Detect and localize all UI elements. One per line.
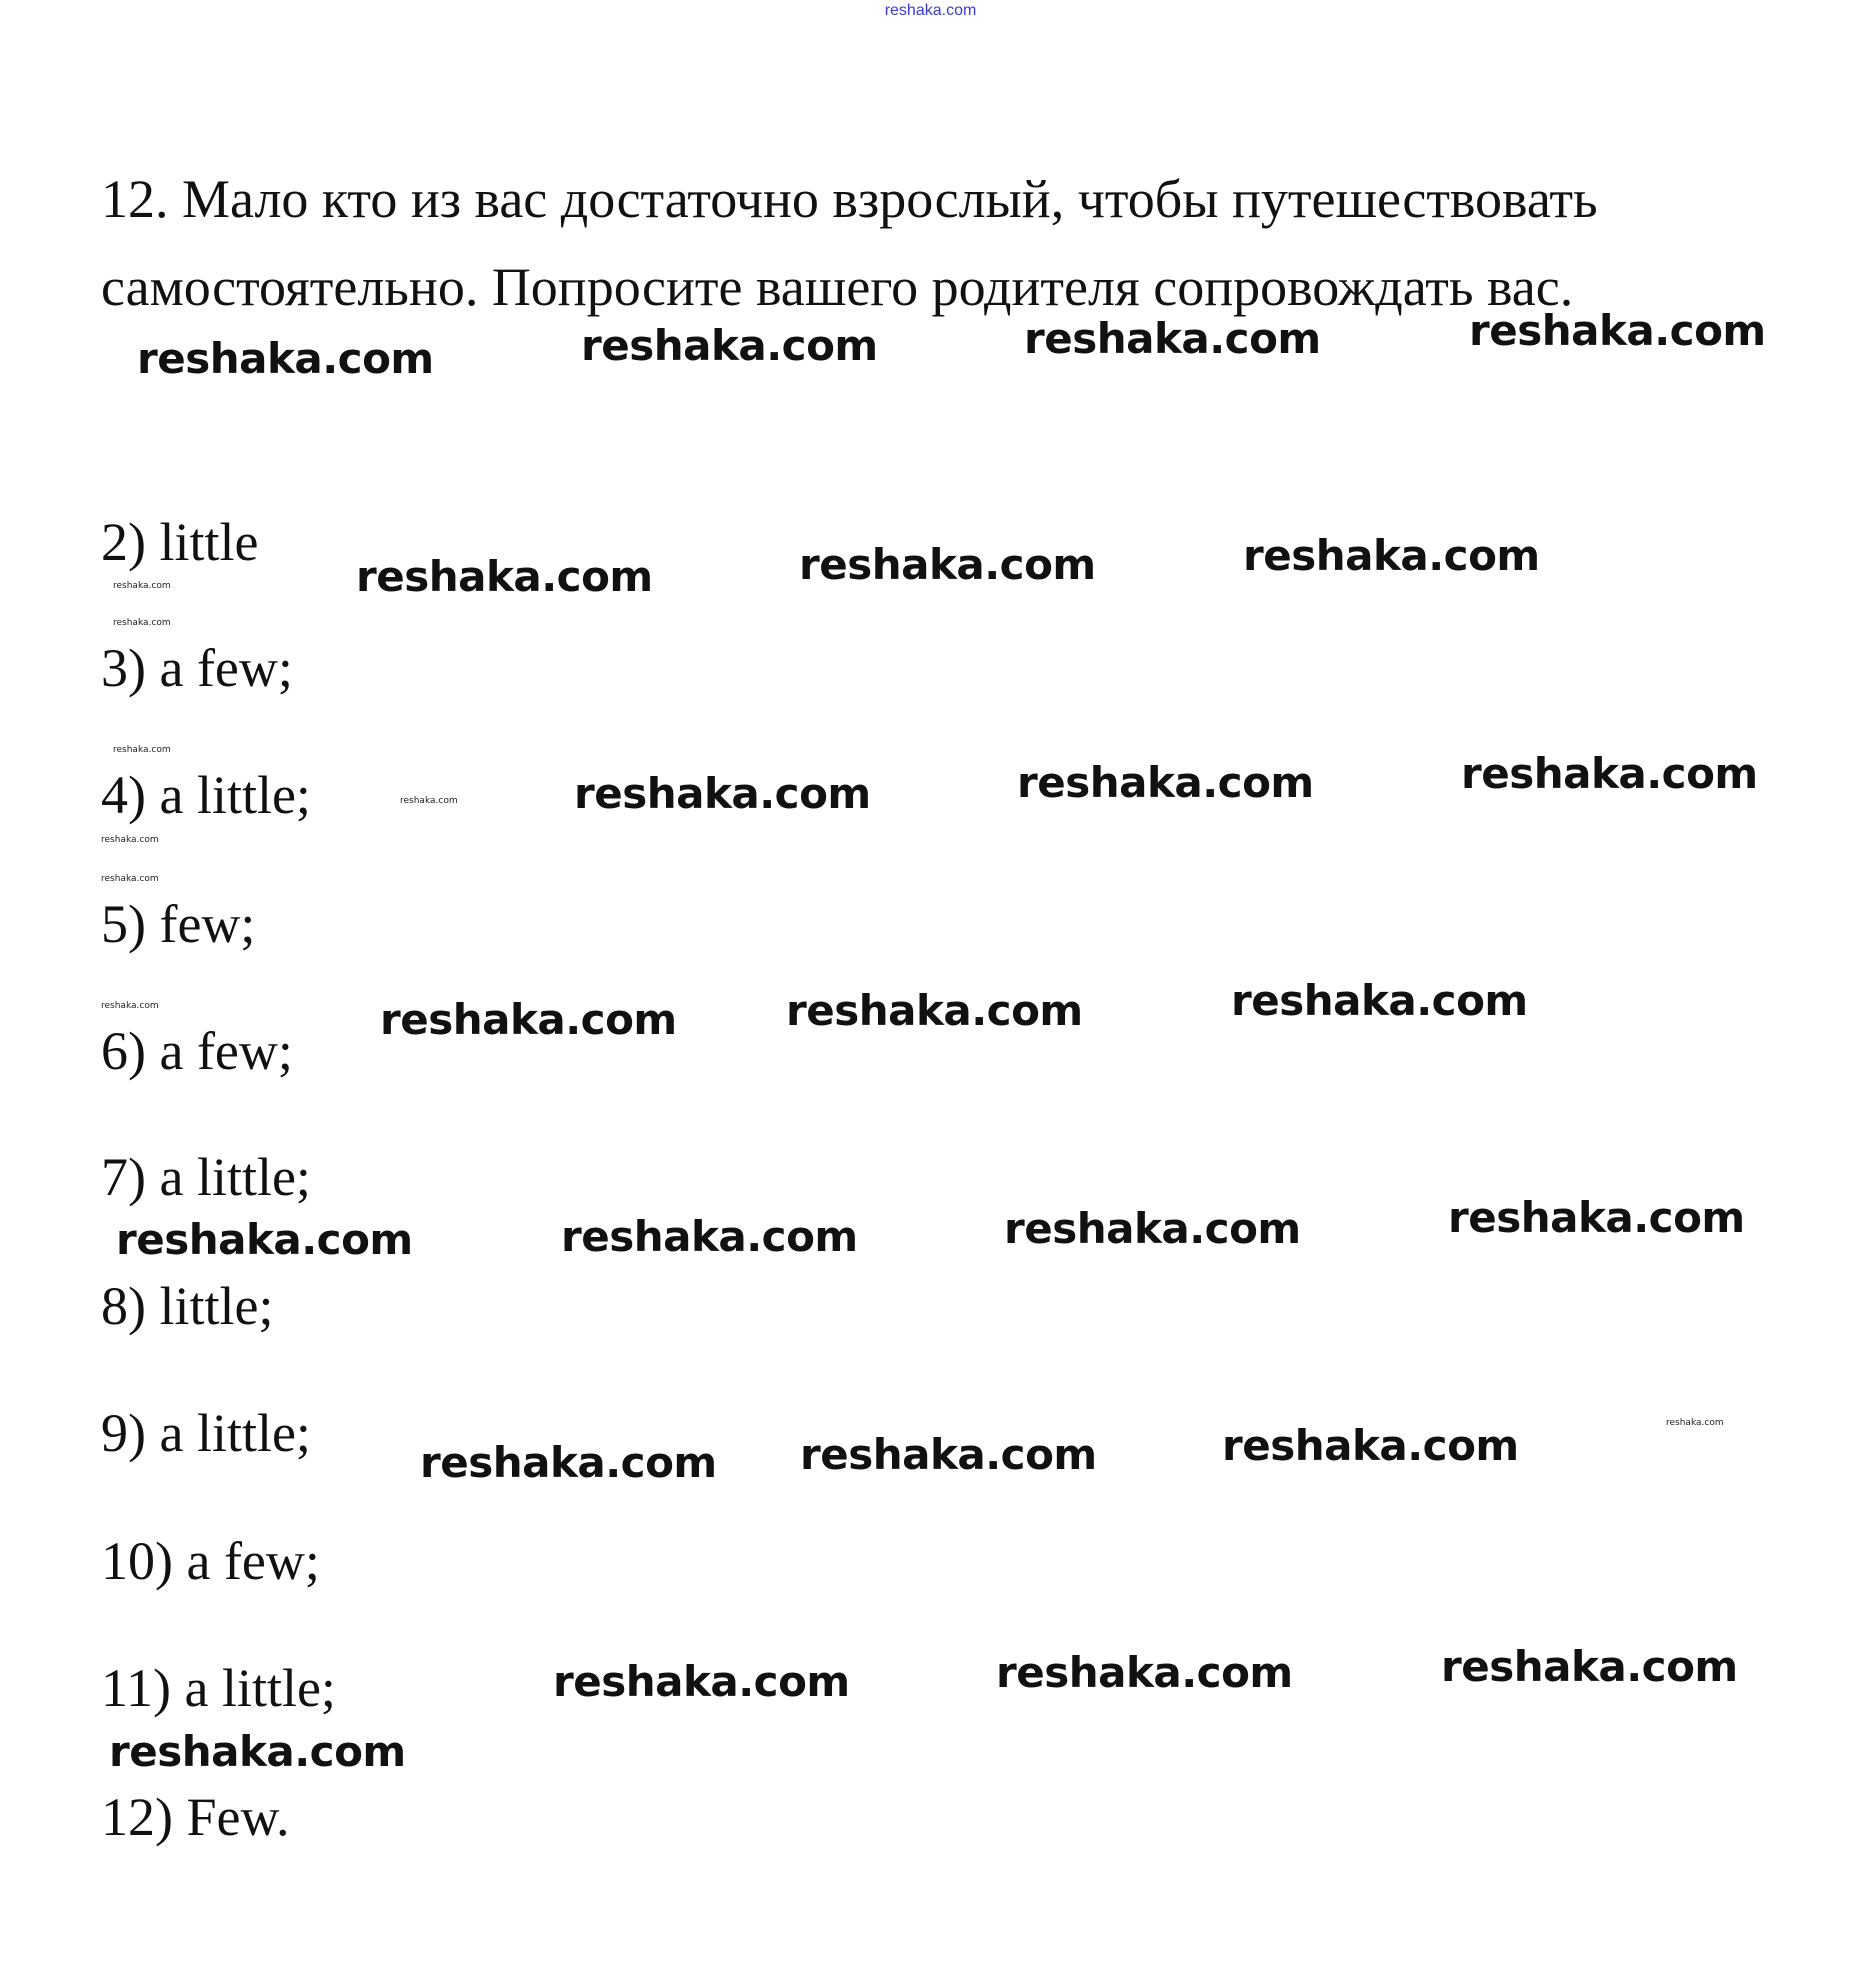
watermark: reshaka.com	[109, 1727, 406, 1776]
answer-5: 5) few;	[101, 894, 256, 954]
watermark: reshaka.com	[799, 540, 1096, 589]
watermark-small: reshaka.com	[400, 796, 458, 806]
watermark: reshaka.com	[356, 552, 653, 601]
watermark-small: reshaka.com	[101, 1001, 159, 1011]
watermark-small: reshaka.com	[101, 874, 159, 884]
task-text-line-1: 12. Мало кто из вас достаточно взрослый, чтобы путешествовать	[101, 169, 1598, 229]
watermark: reshaka.com	[1222, 1421, 1519, 1470]
watermark: reshaka.com	[1243, 531, 1540, 580]
watermark-small: reshaka.com	[101, 835, 159, 845]
answer-2: 2) little	[101, 512, 259, 572]
watermark: reshaka.com	[800, 1430, 1097, 1479]
watermark-small: reshaka.com	[1666, 1418, 1724, 1428]
watermark: reshaka.com	[1461, 749, 1758, 798]
watermark: reshaka.com	[561, 1212, 858, 1261]
watermark-small: reshaka.com	[113, 581, 171, 591]
answer-3: 3) a few;	[101, 638, 293, 698]
watermark: reshaka.com	[581, 321, 878, 370]
answer-8: 8) little;	[101, 1276, 274, 1336]
watermark: reshaka.com	[1448, 1193, 1745, 1242]
header-watermark[interactable]: reshaka.com	[884, 2, 977, 19]
answer-11: 11) a little;	[101, 1658, 336, 1718]
answer-6: 6) a few;	[101, 1021, 293, 1081]
watermark: reshaka.com	[1017, 758, 1314, 807]
answer-9: 9) a little;	[101, 1403, 311, 1463]
answer-7: 7) a little;	[101, 1147, 311, 1207]
watermark: reshaka.com	[553, 1657, 850, 1706]
answer-4: 4) a little;	[101, 765, 311, 825]
watermark-small: reshaka.com	[113, 618, 171, 628]
watermark: reshaka.com	[1024, 314, 1321, 363]
watermark-small: reshaka.com	[113, 745, 171, 755]
watermark: reshaka.com	[137, 334, 434, 383]
watermark: reshaka.com	[420, 1438, 717, 1487]
watermark: reshaka.com	[1441, 1642, 1738, 1691]
watermark: reshaka.com	[1469, 306, 1766, 355]
watermark: reshaka.com	[380, 995, 677, 1044]
watermark: reshaka.com	[996, 1648, 1293, 1697]
watermark: reshaka.com	[1004, 1204, 1301, 1253]
watermark: reshaka.com	[786, 986, 1083, 1035]
watermark: reshaka.com	[574, 769, 871, 818]
answer-10: 10) a few;	[101, 1531, 320, 1591]
task-text-line-2: самостоятельно. Попросите вашего родителя сопровождать вас.	[101, 257, 1574, 317]
watermark: reshaka.com	[1231, 976, 1528, 1025]
watermark: reshaka.com	[116, 1215, 413, 1264]
answer-12: 12) Few.	[101, 1787, 290, 1847]
